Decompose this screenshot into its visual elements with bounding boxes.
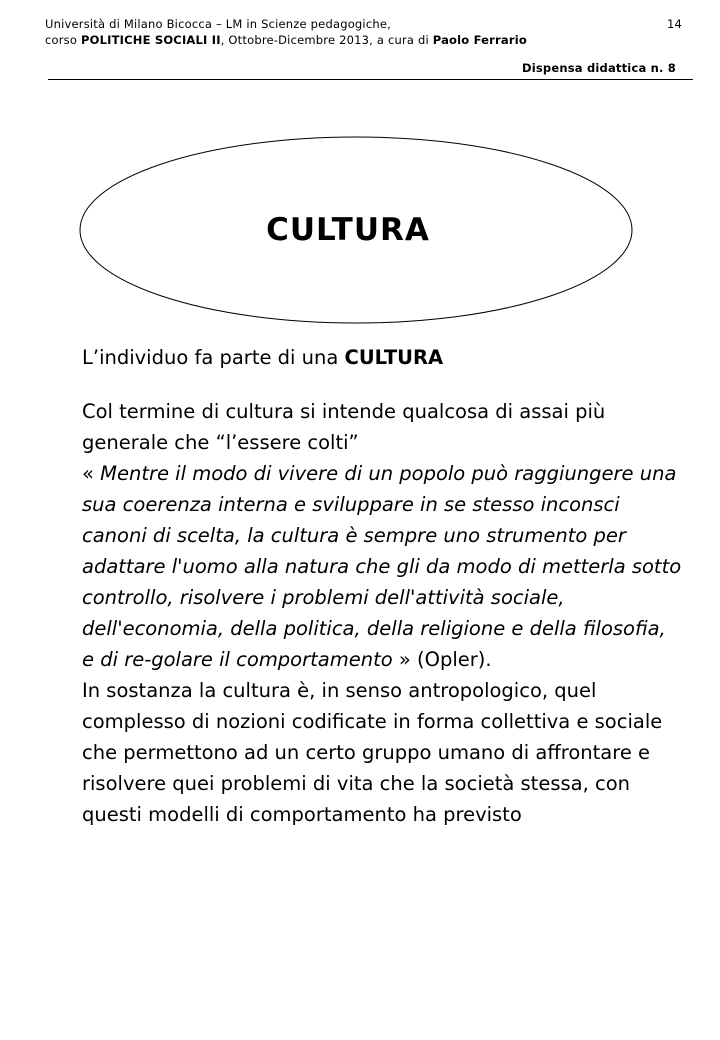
header-course-name: POLITICHE SOCIALI II <box>80 33 221 47</box>
header-university-line: Università di Milano Bicocca – LM in Scienze pedagogiche, <box>45 17 391 31</box>
title-ellipse <box>79 136 633 324</box>
header-course-prefix: corso <box>45 33 81 47</box>
header-author: Paolo Ferrario <box>432 33 527 47</box>
intro-text: L’individuo fa parte di una <box>82 346 345 369</box>
quote-open: « <box>82 462 101 485</box>
intro-paragraph <box>82 342 682 373</box>
quote-text: Mentre il modo di vivere di un popolo può raggiungere una sua coerenza interna e sviluppare in se stesso inconsci canoni di scelta, la cultura è sempre uno strumento per adattare l'uomo alla natura che gli da modo di metterla sotto controllo, risolvere i problemi dell'attività sociale, dell'economia, della politica, della religione e della filosofia, e di re-golare il comportamento <box>82 462 682 671</box>
header-course-line <box>45 32 692 48</box>
header-divider <box>48 79 693 80</box>
page-number: 14 <box>666 17 682 31</box>
ellipse-title: CULTURA <box>266 212 430 248</box>
page-header <box>45 16 692 75</box>
intro-bold-word: CULTURA <box>344 346 444 369</box>
definition-paragraph: Col termine di cultura si intende qualcosa di assai più generale che “l’essere colti” <box>82 400 606 454</box>
quote-close: » (Opler). <box>392 648 492 671</box>
header-course-middle: , Ottobre-Dicembre 2013, a cura di <box>220 33 433 47</box>
document-body <box>82 342 682 830</box>
conclusion-paragraph: In sostanza la cultura è, in senso antropologico, quel complesso di nozioni codificate in forma collettiva e sociale che permettono ad un certo gruppo umano di affrontare e risolvere quei problemi di vita che la società stessa, con questi modelli di comportamento ha previsto <box>82 679 663 826</box>
quote-paragraph <box>82 458 682 675</box>
dispensa-label: Dispensa didattica n. 8 <box>521 61 676 75</box>
